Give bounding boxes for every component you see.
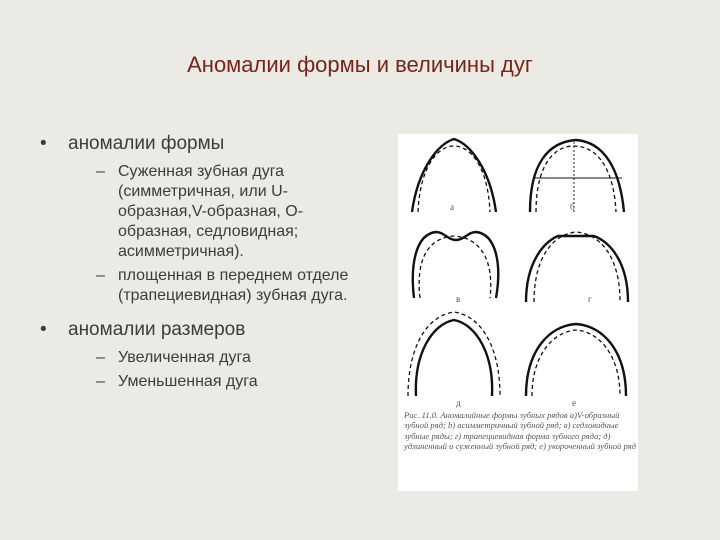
sub-item: [96, 162, 360, 262]
sub-text: площенная в переднем отделе (трапециевидная) зубная дуга.: [118, 267, 349, 304]
arch-panel-a-dashed: [418, 146, 490, 212]
dash-marker: –: [96, 373, 105, 390]
panel-label-e: д: [456, 398, 461, 408]
arch-panel-c-solid: [413, 232, 498, 298]
sub-item: [96, 372, 360, 392]
panel-label-c: в: [456, 294, 461, 304]
arch-diagrams: [398, 134, 638, 414]
sub-item: [96, 266, 360, 306]
bullet-marker: •: [40, 319, 47, 340]
dental-arch-figure: [398, 134, 638, 491]
figure-caption: Рис. 11.0. Аномалийные формы зубных рядов а)V-образный зубной ряд; b) асимметричный зубной ряд; в) седловидные зубные ряды; г) трапециевидная форма зубного ряда; д) удлиненный и суженный зубной ряд; е) укороченный зубной ряд: [404, 410, 636, 452]
arch-panel-c-dashed: [419, 236, 491, 298]
panel-label-d: г: [588, 294, 592, 304]
sub-text: Суженная зубная дуга (симметричная, или U-образная,V-образная, O-образная, седловидная; асимметричная).: [118, 163, 304, 260]
bullet-marker: •: [40, 133, 47, 154]
dash-marker: –: [96, 163, 105, 180]
bullet-item: [40, 132, 360, 156]
sub-text: Увеличенная дуга: [118, 349, 251, 366]
arch-panel-f-solid: [526, 324, 626, 396]
dash-marker: –: [96, 349, 105, 366]
sub-item: [96, 348, 360, 368]
panel-label-a: а: [450, 202, 454, 212]
bullet-text: аномалии размеров: [68, 319, 246, 340]
arch-panel-e-solid: [416, 320, 492, 396]
arch-panel-d-solid: [526, 236, 628, 302]
bullet-list: [40, 132, 360, 396]
bullet-text: аномалии формы: [68, 133, 225, 154]
sub-text: Уменьшенная дуга: [118, 373, 258, 390]
arch-panel-b-dashed: [536, 146, 616, 212]
panel-label-f: е: [572, 398, 576, 408]
slide-title: Аномалии формы и величины дуг: [187, 52, 533, 77]
bullet-item: [40, 318, 360, 342]
panel-label-b: б: [570, 202, 575, 212]
dash-marker: –: [96, 267, 105, 284]
